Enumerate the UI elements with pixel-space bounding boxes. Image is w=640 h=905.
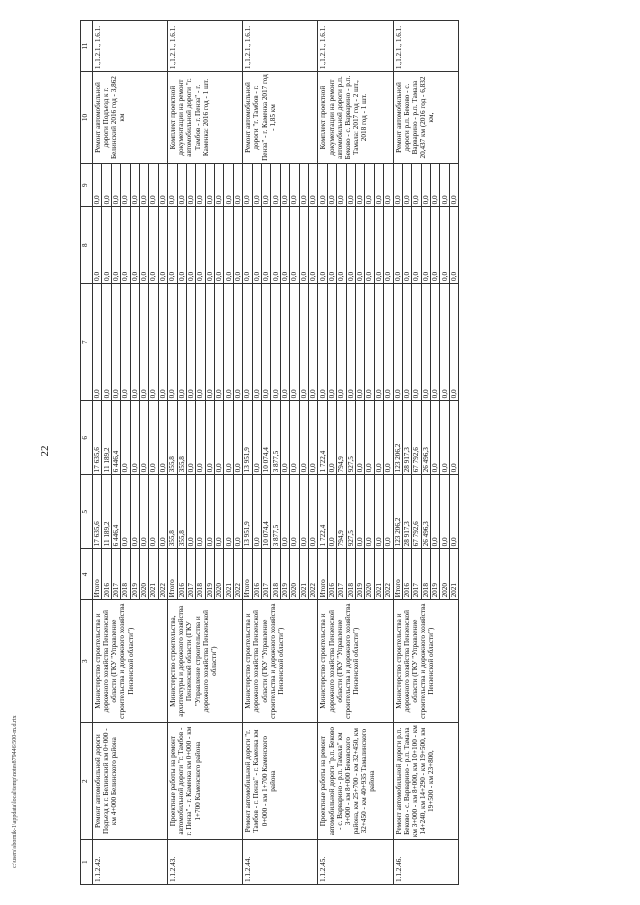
column-header: 6 (81, 401, 93, 475)
value-col9-cell: 0,0 (243, 163, 252, 206)
expected-result: Комплект проектной документации на ремонт автомобильной дороги р.п. Беково - с. Варварино - р.п. Тамала: 2017 год - 2 шт., 2018 год - 1 шт. (318, 72, 393, 164)
value-col8-cell: 0,0 (337, 207, 346, 284)
value-regional-cell: 10 074,4 (262, 401, 271, 475)
value-total-cell: 0,0 (130, 475, 139, 549)
value-col7-cell: 0,0 (393, 283, 402, 400)
value-regional-cell: 0,0 (186, 401, 195, 475)
table-row (168, 21, 177, 885)
value-col7-cell: 0,0 (327, 283, 336, 400)
value-col8-cell: 0,0 (449, 207, 458, 284)
value-col7-cell: 0,0 (402, 283, 411, 400)
item-number: 1.1.2.44. (243, 840, 318, 885)
value-regional-cell: 0,0 (139, 401, 148, 475)
value-regional-cell: 0,0 (355, 401, 364, 475)
value-col7-cell: 0,0 (186, 283, 195, 400)
table-row (318, 21, 327, 885)
year-cell: 2020 (365, 549, 374, 600)
value-col8-cell: 0,0 (374, 207, 383, 284)
column-header: 1 (81, 840, 93, 885)
year-cell: 2022 (233, 549, 242, 600)
year-cell: 2016 (177, 549, 186, 600)
value-col7-cell: 0,0 (224, 283, 233, 400)
value-col7-cell: 0,0 (346, 283, 355, 400)
column-header: 2 (81, 722, 93, 839)
value-col9-cell: 0,0 (121, 163, 130, 206)
value-col7-cell: 0,0 (384, 283, 393, 400)
value-col9-cell: 0,0 (412, 163, 421, 206)
value-col9-cell: 0,0 (327, 163, 336, 206)
value-col8-cell: 0,0 (252, 207, 261, 284)
value-col8-cell: 0,0 (111, 207, 120, 284)
value-regional-cell: 0,0 (205, 401, 214, 475)
value-total-cell: 0,0 (308, 475, 317, 549)
column-header: 7 (81, 283, 93, 400)
value-col7-cell: 0,0 (440, 283, 449, 400)
year-cell: 2016 (102, 549, 111, 600)
value-col8-cell: 0,0 (346, 207, 355, 284)
year-cell: 2020 (215, 549, 224, 600)
rotated-table-area (80, 20, 605, 885)
value-total-cell: 67 792,6 (412, 475, 421, 549)
value-total-cell: 0,0 (196, 475, 205, 549)
value-regional-cell: 26 496,3 (421, 401, 430, 475)
value-col9-cell: 0,0 (196, 163, 205, 206)
column-header: 3 (81, 600, 93, 723)
value-regional-cell: 6 446,4 (111, 401, 120, 475)
value-total-cell: 0,0 (252, 475, 261, 549)
responsible-agency: Министерство строительства, архитектуры и дорожного хозяйства Пензенской области (ГКУ "Управление строительства и дорожного хозяйства Пензенской области") (168, 600, 243, 723)
value-col8-cell: 0,0 (139, 207, 148, 284)
value-col9-cell: 0,0 (346, 163, 355, 206)
table-row (243, 21, 252, 885)
value-col9-cell: 0,0 (308, 163, 317, 206)
value-col7-cell: 0,0 (233, 283, 242, 400)
value-col8-cell: 0,0 (393, 207, 402, 284)
value-col8-cell: 0,0 (215, 207, 224, 284)
value-col9-cell: 0,0 (299, 163, 308, 206)
expected-result: Ремонт автомобильной дороги р.п. Беково - с. Варварино - р.п. Тамала 20,437 км (2016 год - 6,832 км, (393, 72, 459, 164)
value-regional-cell: 355,8 (168, 401, 177, 475)
value-regional-cell: 0,0 (224, 401, 233, 475)
value-col7-cell: 0,0 (290, 283, 299, 400)
value-col8-cell: 0,0 (440, 207, 449, 284)
expected-result: Ремонт автомобильной дороги "г. Тамбов - г. Пенза" - г. Каменка 2017 год - 1,85 км (243, 72, 318, 164)
value-col9-cell: 0,0 (139, 163, 148, 206)
responsible-agency: Министерство строительства и дорожного хозяйства Пензенской области (ГКУ "Управление строительства и дорожного хозяйства Пензенской области") (243, 600, 318, 723)
value-total-cell: 0,0 (290, 475, 299, 549)
value-col7-cell: 0,0 (299, 283, 308, 400)
column-header: 4 (81, 549, 93, 600)
expected-result: Ремонт автомобильной дороги Подъезд к г. Белинский 2016 год - 3,862 км (93, 72, 168, 164)
value-total-cell: 0,0 (365, 475, 374, 549)
value-col8-cell: 0,0 (224, 207, 233, 284)
value-col9-cell: 0,0 (93, 163, 102, 206)
value-col9-cell: 0,0 (384, 163, 393, 206)
value-col9-cell: 0,0 (262, 163, 271, 206)
value-regional-cell: 0,0 (327, 401, 336, 475)
value-col8-cell: 0,0 (205, 207, 214, 284)
value-regional-cell: 0,0 (280, 401, 289, 475)
year-cell: Итого (318, 549, 327, 600)
year-cell: 2019 (130, 549, 139, 600)
value-col7-cell: 0,0 (111, 283, 120, 400)
value-col9-cell: 0,0 (102, 163, 111, 206)
value-regional-cell: 3 877,5 (271, 401, 280, 475)
year-cell: 2017 (412, 549, 421, 600)
value-col8-cell: 0,0 (421, 207, 430, 284)
year-cell: 2021 (224, 549, 233, 600)
value-col9-cell: 0,0 (449, 163, 458, 206)
value-total-cell: 794,9 (337, 475, 346, 549)
column-header: 11 (81, 21, 93, 72)
value-regional-cell: 28 917,3 (402, 401, 411, 475)
item-number: 1.1.2.46. (393, 840, 459, 885)
value-regional-cell: 0,0 (440, 401, 449, 475)
value-col8-cell: 0,0 (130, 207, 139, 284)
value-col7-cell: 0,0 (421, 283, 430, 400)
value-total-cell: 3 877,5 (271, 475, 280, 549)
value-total-cell: 0,0 (299, 475, 308, 549)
value-regional-cell: 794,9 (337, 401, 346, 475)
value-col8-cell: 0,0 (177, 207, 186, 284)
page-number: 22 (39, 445, 51, 457)
value-col8-cell: 0,0 (121, 207, 130, 284)
year-cell: 2017 (186, 549, 195, 600)
value-regional-cell: 0,0 (308, 401, 317, 475)
value-total-cell: 10 074,4 (262, 475, 271, 549)
value-total-cell: 0,0 (158, 475, 167, 549)
value-col9-cell: 0,0 (177, 163, 186, 206)
value-col8-cell: 0,0 (233, 207, 242, 284)
value-col8-cell: 0,0 (290, 207, 299, 284)
value-total-cell: 11 189,2 (102, 475, 111, 549)
indicator-reference: 1.,1.2.1., 1.6.1. (318, 21, 393, 72)
item-number: 1.1.2.45. (318, 840, 393, 885)
value-col7-cell: 0,0 (139, 283, 148, 400)
value-col7-cell: 0,0 (308, 283, 317, 400)
year-cell: Итого (168, 549, 177, 600)
value-col8-cell: 0,0 (318, 207, 327, 284)
value-col7-cell: 0,0 (252, 283, 261, 400)
value-col7-cell: 0,0 (196, 283, 205, 400)
item-name: Проектные работы на ремонт автомобильной дороги "г. Тамбов - г. Пенза" - г. Каменка км 0+000 - км 1+700 Каменского района (168, 722, 243, 839)
value-total-cell: 0,0 (355, 475, 364, 549)
year-cell: 2019 (205, 549, 214, 600)
year-cell: 2019 (355, 549, 364, 600)
value-regional-cell: 0,0 (431, 401, 440, 475)
value-regional-cell: 67 792,6 (412, 401, 421, 475)
value-total-cell: 0,0 (121, 475, 130, 549)
value-col9-cell: 0,0 (233, 163, 242, 206)
year-cell: 2016 (252, 549, 261, 600)
value-total-cell: 17 635,6 (93, 475, 102, 549)
year-cell: 2017 (111, 549, 120, 600)
file-path-footer: c:\users\sbornik-1\appdata\local\temp\notes879446\500-m.d.rtx (12, 715, 18, 868)
value-regional-cell: 0,0 (149, 401, 158, 475)
value-col9-cell: 0,0 (440, 163, 449, 206)
year-cell: 2019 (280, 549, 289, 600)
value-total-cell: 0,0 (384, 475, 393, 549)
value-col9-cell: 0,0 (186, 163, 195, 206)
year-cell: 2021 (449, 549, 458, 600)
value-col7-cell: 0,0 (121, 283, 130, 400)
item-number: 1.1.2.43. (168, 840, 243, 885)
value-col7-cell: 0,0 (355, 283, 364, 400)
value-col8-cell: 0,0 (158, 207, 167, 284)
value-col9-cell: 0,0 (205, 163, 214, 206)
year-cell: 2022 (308, 549, 317, 600)
item-name: Ремонт автомобильной дороги Подъезд к г. Белинский км 0+000 - км 4+000 Белинского района (93, 722, 168, 839)
value-col7-cell: 0,0 (205, 283, 214, 400)
value-col8-cell: 0,0 (402, 207, 411, 284)
value-col9-cell: 0,0 (365, 163, 374, 206)
value-col9-cell: 0,0 (149, 163, 158, 206)
value-total-cell: 26 496,3 (421, 475, 430, 549)
year-cell: 2017 (262, 549, 271, 600)
value-total-cell: 28 917,3 (402, 475, 411, 549)
value-col7-cell: 0,0 (102, 283, 111, 400)
item-number: 1.1.2.42. (93, 840, 168, 885)
value-col9-cell: 0,0 (130, 163, 139, 206)
value-col9-cell: 0,0 (374, 163, 383, 206)
value-col9-cell: 0,0 (318, 163, 327, 206)
year-cell: 2018 (121, 549, 130, 600)
value-col7-cell: 0,0 (93, 283, 102, 400)
value-regional-cell: 0,0 (215, 401, 224, 475)
value-col7-cell: 0,0 (431, 283, 440, 400)
value-regional-cell: 0,0 (130, 401, 139, 475)
value-total-cell: 0,0 (186, 475, 195, 549)
value-col8-cell: 0,0 (168, 207, 177, 284)
value-col9-cell: 0,0 (431, 163, 440, 206)
value-regional-cell: 0,0 (233, 401, 242, 475)
year-cell: Итого (243, 549, 252, 600)
value-col8-cell: 0,0 (384, 207, 393, 284)
value-col7-cell: 0,0 (365, 283, 374, 400)
value-total-cell: 355,8 (177, 475, 186, 549)
item-name: Ремонт автомобильной дороги "г. Тамбов - г. Пенза" - г. Каменка км 0+000 - км 1+700 Каменского района (243, 722, 318, 839)
value-col7-cell: 0,0 (177, 283, 186, 400)
value-total-cell: 123 206,2 (393, 475, 402, 549)
value-regional-cell: 0,0 (299, 401, 308, 475)
value-total-cell: 6 446,4 (111, 475, 120, 549)
indicator-reference: 1.,1.2.1., 1.6.1. (93, 21, 168, 72)
value-col9-cell: 0,0 (280, 163, 289, 206)
value-col7-cell: 0,0 (149, 283, 158, 400)
year-cell: 2021 (374, 549, 383, 600)
value-total-cell: 0,0 (327, 475, 336, 549)
value-regional-cell: 355,8 (177, 401, 186, 475)
year-cell: 2020 (440, 549, 449, 600)
value-total-cell: 0,0 (139, 475, 148, 549)
value-total-cell: 355,8 (168, 475, 177, 549)
value-regional-cell: 0,0 (449, 401, 458, 475)
value-col9-cell: 0,0 (290, 163, 299, 206)
value-col9-cell: 0,0 (158, 163, 167, 206)
value-col8-cell: 0,0 (365, 207, 374, 284)
year-cell: 2022 (158, 549, 167, 600)
value-regional-cell: 0,0 (252, 401, 261, 475)
value-col8-cell: 0,0 (262, 207, 271, 284)
value-col8-cell: 0,0 (102, 207, 111, 284)
value-col9-cell: 0,0 (402, 163, 411, 206)
year-cell: 2020 (139, 549, 148, 600)
value-col7-cell: 0,0 (412, 283, 421, 400)
value-total-cell: 0,0 (440, 475, 449, 549)
value-col7-cell: 0,0 (374, 283, 383, 400)
value-col7-cell: 0,0 (280, 283, 289, 400)
value-col9-cell: 0,0 (355, 163, 364, 206)
value-total-cell: 0,0 (224, 475, 233, 549)
year-cell: 2018 (196, 549, 205, 600)
value-total-cell: 1 722,4 (318, 475, 327, 549)
value-regional-cell: 11 189,2 (102, 401, 111, 475)
value-col7-cell: 0,0 (271, 283, 280, 400)
value-regional-cell: 0,0 (374, 401, 383, 475)
value-col9-cell: 0,0 (271, 163, 280, 206)
year-cell: 2016 (327, 549, 336, 600)
value-regional-cell: 13 951,9 (243, 401, 252, 475)
value-regional-cell: 0,0 (196, 401, 205, 475)
value-regional-cell: 0,0 (384, 401, 393, 475)
item-name: Ремонт автомобильной дороги р.п. Беково - с. Варварино - р.п. Тамала км 3+000 - км 8+000, км 10+100 - км 14+240, км 14+290 - км 19+500, км 19+500 - км 23+800, (393, 722, 459, 839)
value-regional-cell: 0,0 (365, 401, 374, 475)
value-col9-cell: 0,0 (111, 163, 120, 206)
value-regional-cell: 17 635,6 (93, 401, 102, 475)
column-header: 10 (81, 72, 93, 164)
value-col9-cell: 0,0 (337, 163, 346, 206)
value-col8-cell: 0,0 (355, 207, 364, 284)
expected-result: Комплект проектной документации на ремонт автомобильной дороги "г. Тамбов - г. Пенза" - г. Каменка: 2016 год - 1 шт. (168, 72, 243, 164)
value-total-cell: 0,0 (149, 475, 158, 549)
value-col7-cell: 0,0 (243, 283, 252, 400)
year-cell: Итого (93, 549, 102, 600)
value-col7-cell: 0,0 (337, 283, 346, 400)
column-header: 9 (81, 163, 93, 206)
value-col7-cell: 0,0 (215, 283, 224, 400)
column-header: 8 (81, 207, 93, 284)
value-col8-cell: 0,0 (299, 207, 308, 284)
value-col8-cell: 0,0 (280, 207, 289, 284)
value-col7-cell: 0,0 (449, 283, 458, 400)
value-col9-cell: 0,0 (252, 163, 261, 206)
value-col8-cell: 0,0 (308, 207, 317, 284)
value-col7-cell: 0,0 (130, 283, 139, 400)
table-row (393, 21, 402, 885)
year-cell: Итого (393, 549, 402, 600)
responsible-agency: Министерство строительства и дорожного хозяйства Пензенской области (ГКУ "Управление строительства и дорожного хозяйства Пензенской области") (93, 600, 168, 723)
year-cell: 2016 (402, 549, 411, 600)
value-regional-cell: 123 206,2 (393, 401, 402, 475)
column-header: 5 (81, 475, 93, 549)
year-cell: 2018 (271, 549, 280, 600)
value-col8-cell: 0,0 (271, 207, 280, 284)
value-col8-cell: 0,0 (412, 207, 421, 284)
value-col7-cell: 0,0 (158, 283, 167, 400)
column-number-header (81, 21, 93, 885)
value-col9-cell: 0,0 (393, 163, 402, 206)
year-cell: 2021 (299, 549, 308, 600)
value-col8-cell: 0,0 (93, 207, 102, 284)
indicator-reference: 1.,1.2.1., 1.6.1. (168, 21, 243, 72)
value-total-cell: 0,0 (215, 475, 224, 549)
value-col7-cell: 0,0 (318, 283, 327, 400)
item-name: Проектные работы на ремонт автомобильной дороги "р.п. Беково - с. Варварино - р.п. Тамала" км 3+000 - км 8+000 Бековского района, км 25+700 - км 32+450, км 32+450 - км 40+935 Тамалинского района (318, 722, 393, 839)
value-col8-cell: 0,0 (186, 207, 195, 284)
value-regional-cell: 1 722,4 (318, 401, 327, 475)
year-cell: 2017 (337, 549, 346, 600)
value-regional-cell: 0,0 (290, 401, 299, 475)
program-table (80, 20, 459, 885)
year-cell: 2020 (290, 549, 299, 600)
value-col8-cell: 0,0 (149, 207, 158, 284)
year-cell: 2018 (346, 549, 355, 600)
year-cell: 2018 (421, 549, 430, 600)
value-col8-cell: 0,0 (196, 207, 205, 284)
value-col9-cell: 0,0 (215, 163, 224, 206)
value-col8-cell: 0,0 (243, 207, 252, 284)
value-total-cell: 0,0 (431, 475, 440, 549)
value-col7-cell: 0,0 (262, 283, 271, 400)
value-total-cell: 0,0 (449, 475, 458, 549)
value-total-cell: 13 951,9 (243, 475, 252, 549)
year-cell: 2019 (431, 549, 440, 600)
value-regional-cell: 0,0 (121, 401, 130, 475)
value-total-cell: 927,5 (346, 475, 355, 549)
value-total-cell: 0,0 (205, 475, 214, 549)
indicator-reference: 1.,1.2.1., 1.6.1. (243, 21, 318, 72)
value-col7-cell: 0,0 (168, 283, 177, 400)
value-col9-cell: 0,0 (168, 163, 177, 206)
year-cell: 2021 (149, 549, 158, 600)
value-col9-cell: 0,0 (421, 163, 430, 206)
value-col8-cell: 0,0 (431, 207, 440, 284)
indicator-reference: 1.,1.2.1., 1.6.1. (393, 21, 459, 72)
responsible-agency: Министерство строительства и дорожного хозяйства Пензенской области (ГКУ "Управление строительства и дорожного хозяйства Пензенской области") (393, 600, 459, 723)
value-col8-cell: 0,0 (327, 207, 336, 284)
table-row (93, 21, 102, 885)
value-total-cell: 0,0 (233, 475, 242, 549)
value-regional-cell: 0,0 (158, 401, 167, 475)
value-regional-cell: 927,5 (346, 401, 355, 475)
value-total-cell: 0,0 (280, 475, 289, 549)
value-col9-cell: 0,0 (224, 163, 233, 206)
responsible-agency: Министерство строительства и дорожного хозяйства Пензенской области (ГКУ "Управление строительства и дорожного хозяйства Пензенской области") (318, 600, 393, 723)
value-total-cell: 0,0 (374, 475, 383, 549)
year-cell: 2022 (384, 549, 393, 600)
